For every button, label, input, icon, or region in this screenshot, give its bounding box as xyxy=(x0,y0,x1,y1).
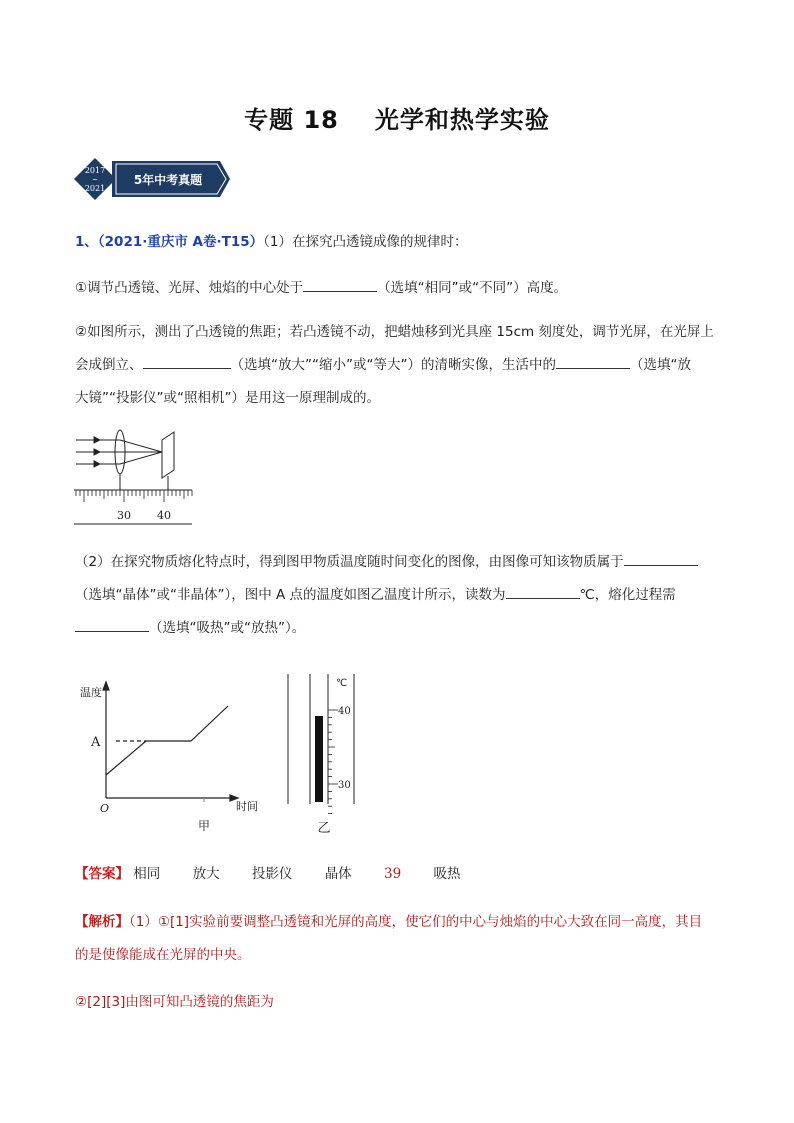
badge-year-bottom: 2021 xyxy=(84,184,106,193)
graph-y-axis-label: 温度 xyxy=(80,686,102,699)
melting-graph-figure xyxy=(76,678,276,838)
answer-line xyxy=(75,858,725,891)
title-topic-name: 光学和热学实验 xyxy=(374,106,550,134)
part2-text-2a: （选填“晶体”或“非晶体”），图中 A 点的温度如图乙温度计所示，读数为 xyxy=(75,587,506,603)
section-badge xyxy=(72,156,232,206)
analysis-block xyxy=(75,906,735,1019)
analysis-line-2: 的是使像能成在光屏的中央。 xyxy=(75,947,251,963)
thermometer-unit: ℃ xyxy=(336,678,348,689)
answer-blank-6 xyxy=(75,617,149,632)
analysis-line-3: ②[2][3]由图可知凸透镜的焦距为 xyxy=(75,994,274,1010)
answer-blank-3 xyxy=(556,354,630,369)
ruler-label-30: 30 xyxy=(117,509,131,522)
item1-text-before: ①调节凸透镜、光屏、烛焰的中心处于 xyxy=(75,280,304,296)
question-1-heading xyxy=(75,226,725,259)
analysis-tag: 【解析】 xyxy=(75,914,129,930)
question-item-2 xyxy=(75,316,735,415)
thermometer-mark-30: 30 xyxy=(338,780,351,791)
answer-value-3: 投影仪 xyxy=(251,866,293,882)
part2-line-3 xyxy=(75,612,735,645)
item2-line-2 xyxy=(75,349,735,382)
question-item-1 xyxy=(75,272,725,305)
answer-blank-4 xyxy=(624,551,698,566)
question-number: 1、 xyxy=(75,234,98,250)
thermometer-mark-40: 40 xyxy=(338,706,351,717)
graph-x-axis-label: 时间 xyxy=(236,800,258,813)
question-part-2 xyxy=(75,546,735,645)
analysis-text-1: （1）①[1]实验前要调整凸透镜和光屏的高度，使它们的中心与烛焰的中心大致在同一高度，其目 xyxy=(129,914,703,930)
thermometer-liquid-column xyxy=(315,716,323,802)
thermometer-figure xyxy=(284,670,364,840)
item2-text-b: （选填“放大”“缩小”或“等大”）的清晰实像，生活中的 xyxy=(230,357,556,373)
question-intro: （1）在探究凸透镜成像的规律时： xyxy=(263,234,468,250)
lens-optical-bench-figure xyxy=(74,428,196,528)
item2-text-a: 会成倒立、 xyxy=(75,357,143,373)
page-title xyxy=(0,100,794,135)
graph-caption: 甲 xyxy=(197,819,211,833)
bench-ruler-ticks xyxy=(76,490,192,502)
title-topic-number: 专题 18 xyxy=(244,106,339,134)
badge-graphic xyxy=(72,156,232,202)
badge-year-top: 2017 xyxy=(84,166,106,175)
thermometer-scale-ticks xyxy=(328,710,338,814)
part2-text-1: （2）在探究物质熔化特点时，得到图甲物质温度随时间变化的图像，由图像可知该物质属于 xyxy=(75,554,624,570)
answer-value-2: 放大 xyxy=(192,866,220,882)
answer-value-4: 晶体 xyxy=(324,866,352,882)
item2-text-c: （选填“放 xyxy=(629,357,691,373)
analysis-line-1 xyxy=(75,906,735,939)
answer-value-5: 39 xyxy=(383,866,402,882)
question-source: （2021·重庆市 A卷·T15） xyxy=(97,234,264,250)
part2-line-1 xyxy=(75,546,735,579)
part2-line-2 xyxy=(75,579,735,612)
answer-tag: 【答案】 xyxy=(75,866,129,882)
item1-text-after: （选填“相同”或“不同”）高度。 xyxy=(377,280,568,296)
answer-value-1: 相同 xyxy=(133,866,161,882)
part2-text-3: （选填“吸热”或“放热”）。 xyxy=(149,620,306,636)
graph-origin-label: O xyxy=(100,802,110,815)
answer-blank-2 xyxy=(143,354,231,369)
thermometer-caption: 乙 xyxy=(317,821,331,836)
part2-text-2b: ℃，熔化过程需 xyxy=(579,587,676,603)
graph-point-a-label: A xyxy=(91,735,101,750)
answer-value-6: 吸热 xyxy=(433,866,461,882)
item2-line-1: ②如图所示，测出了凸透镜的焦距；若凸透镜不动，把蜡烛移到光具座 15cm 刻度处，调节光屏，在光屏上 xyxy=(75,324,714,340)
answer-blank-5 xyxy=(506,584,580,599)
answer-blank-1 xyxy=(303,277,377,292)
badge-label: 5年中考真题 xyxy=(133,173,203,187)
item2-line-3: 大镜”“投影仪”或“照相机”）是用这一原理制成的。 xyxy=(75,390,380,406)
ruler-label-40: 40 xyxy=(157,509,171,522)
badge-year-sep: ~ xyxy=(92,176,98,184)
